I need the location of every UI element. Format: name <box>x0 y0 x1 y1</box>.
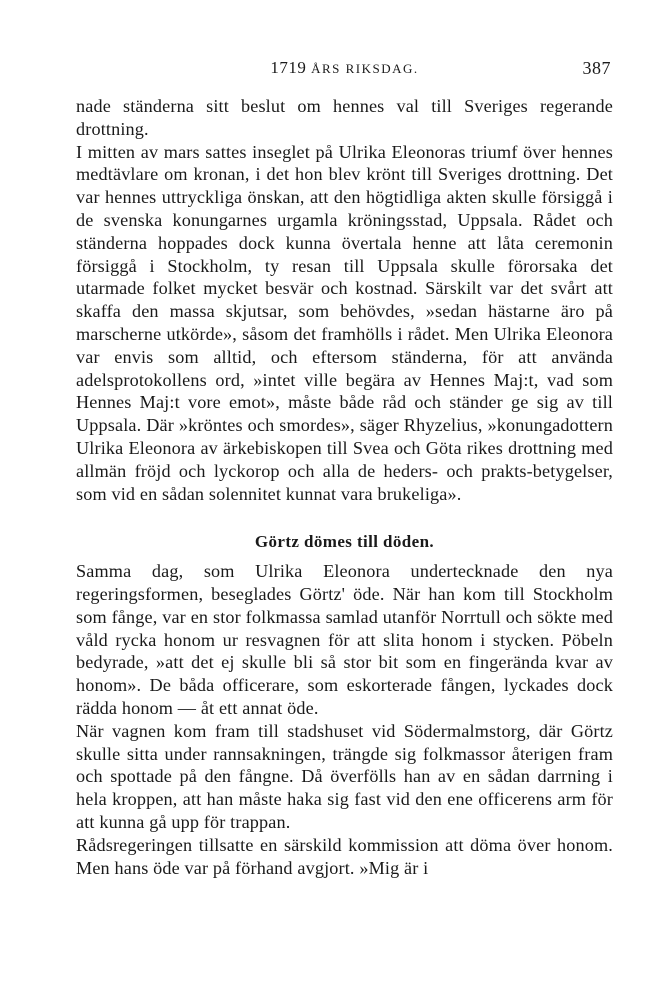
body-text <box>76 95 613 879</box>
paragraph: Samma dag, som Ulrika Eleonora undertecknade den nya regeringsformen, beseglades Görtz' öde. När han kom till Stockholm som fånge, var en stor folkmassa samlad utanför Norrtull och sökte med våld rycka honom ur resvagnen för att slita honom i stycken. Pöbeln bedyrade, »att det ej skulle bli så stor bit som en fingerända kvar av honom». De båda officerare, som eskorterade fången, lyckades dock rädda honom — åt ett annat öde. <box>76 561 613 718</box>
paragraph: Rådsregeringen tillsatte en särskild kommission att döma över honom. Men hans öde var på förhand avgjort. »Mig är i <box>76 834 613 878</box>
header-title: ÅRS RIKSDAG. <box>311 61 419 76</box>
paragraph: I mitten av mars sattes inseglet på Ulrika Eleonoras triumf över hennes medtävlare om kronan, i det hon blev krönt till Sveriges drottning. Det var hennes uttryckliga önskan, att den högtidliga akten skulle försiggå i de svenska konungarnes urgamla kröningsstad, Uppsala. Rådet och ständerna hoppades dock kunna övertala henne att låta ceremonin försiggå i Stockholm, ty resan till Uppsala skulle förorsaka det utarmade folket mycket besvär och kostnad. Särskilt var det svårt att skaffa den massa skjutsar, som behövdes, »sedan hästarne äro på marscherne utkörde», såsom det framhölls i rådet. Men Ulrika Eleonora var envis som alltid, och eftersom ständerna, för att använda adelsprotokollens ord, »intet ville begära av Hennes Maj:t, vad som Hennes Maj:t vore emot», måste både råd och ständer ge sig av till Uppsala. Där »kröntes och smordes», säger Rhyzelius, »konungadottern Ulrika Eleonora av ärkebiskopen till Svea och Göta rikes drottning med allmän fröjd och lyckorop och alla de heders- och prakts-betygelser, som vid en sådan solennitet kunnat vara brukeliga». <box>76 141 613 504</box>
section-heading: Görtz dömes till döden. <box>254 532 435 552</box>
page-number: 387 <box>582 58 611 78</box>
running-header <box>76 58 613 84</box>
header-year: 1719 <box>270 58 307 77</box>
paragraph: nade ständerna sitt beslut om hennes val till Sveriges regerande drottning. <box>76 96 613 139</box>
book-page <box>76 0 613 989</box>
running-title <box>76 58 613 78</box>
paragraph: När vagnen kom fram till stadshuset vid Södermalmstorg, där Görtz skulle sitta under rannsakningen, trängde sig folkmassor återigen fram och spottade på den fångne. Då överfölls han av en sådan darrning i hela kroppen, att han måste haka sig fast vid den ene officerens arm för att kunna gå upp för trappan. <box>76 720 613 832</box>
